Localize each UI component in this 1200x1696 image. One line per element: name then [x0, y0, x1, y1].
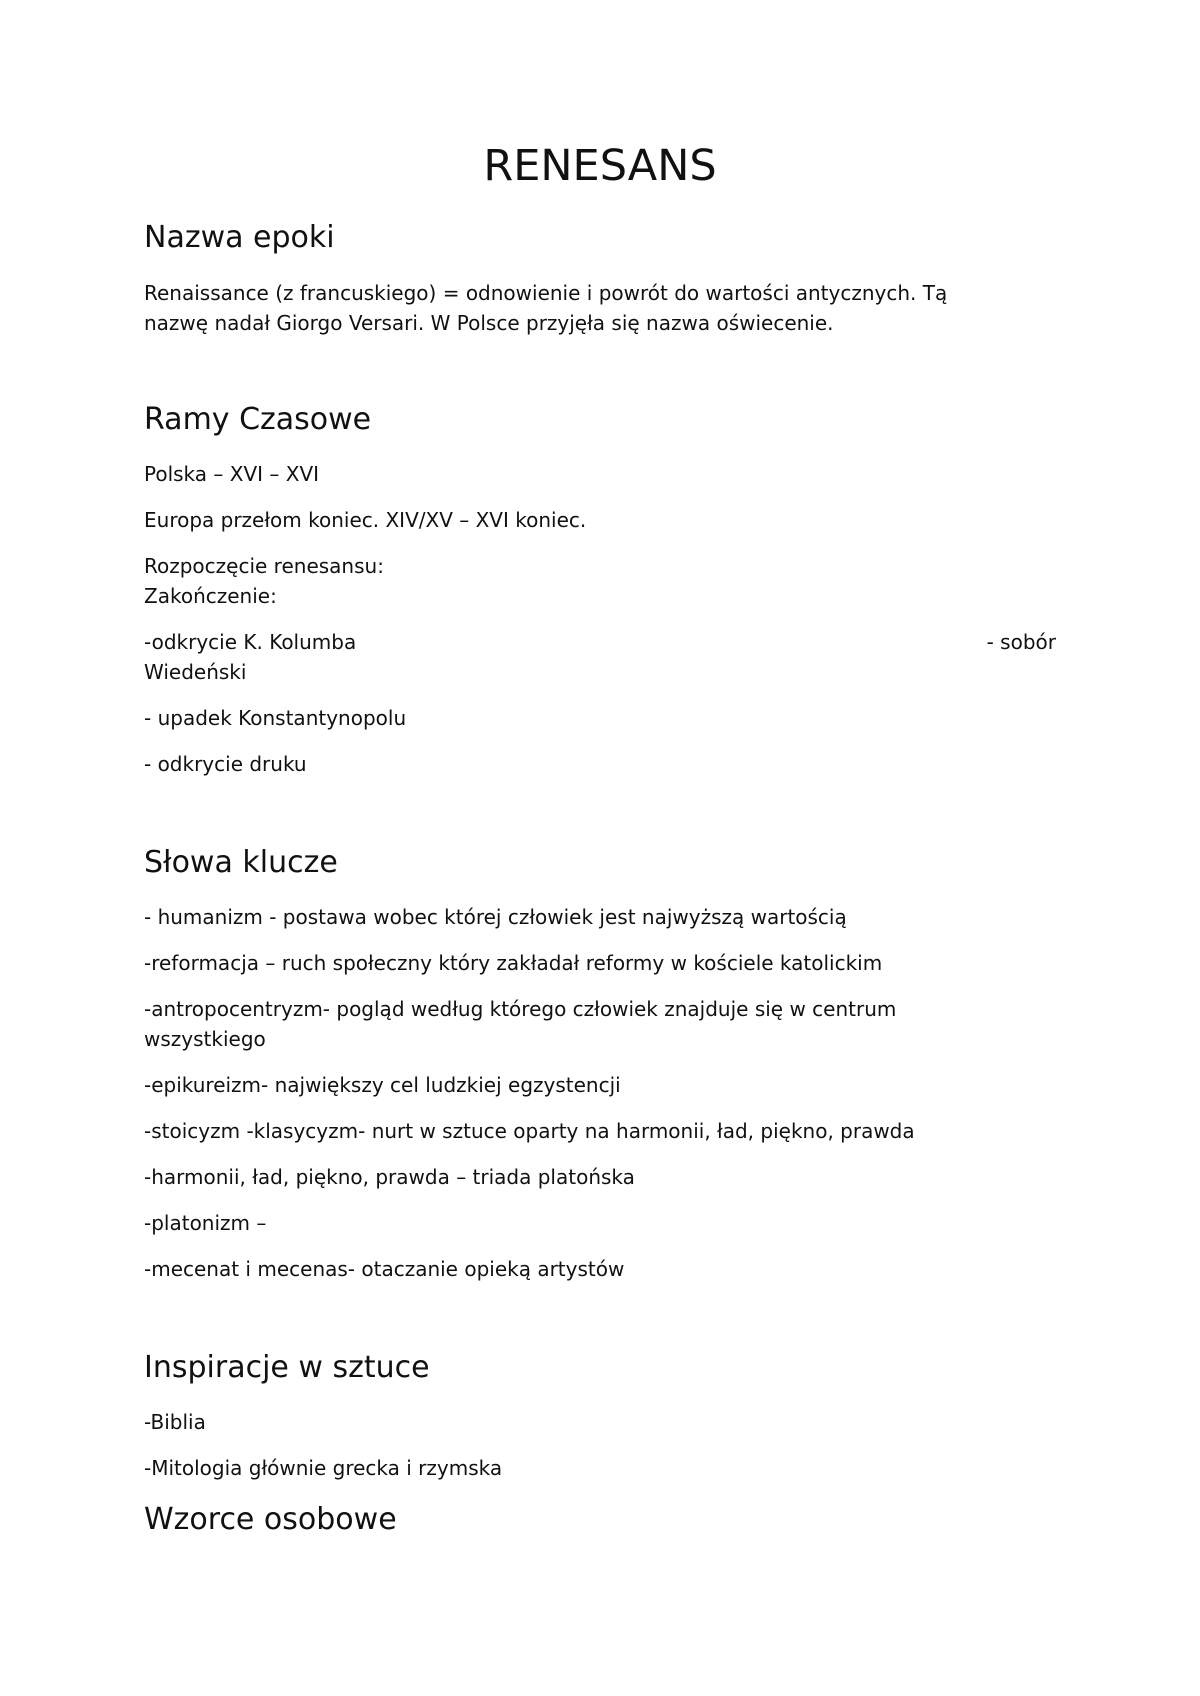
slowa-epikureizm: -epikureizm- największy cel ludzkiej egzystencji — [144, 1073, 621, 1097]
slowa-stoicyzm: -stoicyzm -klasycyzm- nurt w sztuce oparty na harmonii, ład, piękno, prawda — [144, 1119, 915, 1143]
slowa-platonizm: -platonizm – — [144, 1211, 267, 1235]
heading-inspiracje: Inspiracje w sztuce — [144, 1350, 430, 1385]
ramy-konstantynopol: - upadek Konstantynopolu — [144, 706, 407, 730]
heading-wzorce-osobowe: Wzorce osobowe — [144, 1502, 397, 1537]
nazwa-text-line-2: nazwę nadał Giorgo Versari. W Polsce przyjęła się nazwa oświecenie. — [144, 311, 834, 335]
slowa-antropocentryzm-cont: wszystkiego — [144, 1027, 266, 1051]
ramy-kolumb: -odkrycie K. Kolumba — [144, 630, 357, 654]
slowa-humanizm: - humanizm - postawa wobec której człowiek jest najwyższą wartością — [144, 905, 847, 929]
ramy-druk: - odkrycie druku — [144, 752, 307, 776]
ramy-rozpoczecie: Rozpoczęcie renesansu: — [144, 554, 384, 578]
heading-ramy-czasowe: Ramy Czasowe — [144, 402, 372, 437]
ramy-polska: Polska – XVI – XVI — [144, 462, 320, 486]
ramy-europa: Europa przełom koniec. XIV/XV – XVI koniec. — [144, 508, 587, 532]
slowa-reformacja: -reformacja – ruch społeczny który zakładał reformy w kościele katolickim — [144, 951, 883, 975]
ramy-kolumb-line — [144, 627, 1056, 657]
nazwa-text-line-1: Renaissance (z francuskiego) = odnowienie i powrót do wartości antycznych. Tą — [144, 281, 948, 305]
document-title: RENESANS — [483, 141, 717, 191]
slowa-antropocentryzm: -antropocentryzm- pogląd według którego człowiek znajduje się w centrum — [144, 997, 897, 1021]
ramy-zakonczenie: Zakończenie: — [144, 584, 277, 608]
slowa-mecenat: -mecenat i mecenas- otaczanie opieką artystów — [144, 1257, 625, 1281]
heading-nazwa-epoki: Nazwa epoki — [144, 220, 335, 255]
ramy-sobor: - sobór — [986, 630, 1056, 654]
document-page — [144, 0, 1056, 1696]
inspiracje-biblia: -Biblia — [144, 1410, 206, 1434]
ramy-wiedenski: Wiedeński — [144, 660, 247, 684]
inspiracje-mitologia: -Mitologia głównie grecka i rzymska — [144, 1456, 503, 1480]
slowa-harmonii: -harmonii, ład, piękno, prawda – triada platońska — [144, 1165, 635, 1189]
heading-slowa-klucze: Słowa klucze — [144, 845, 338, 880]
